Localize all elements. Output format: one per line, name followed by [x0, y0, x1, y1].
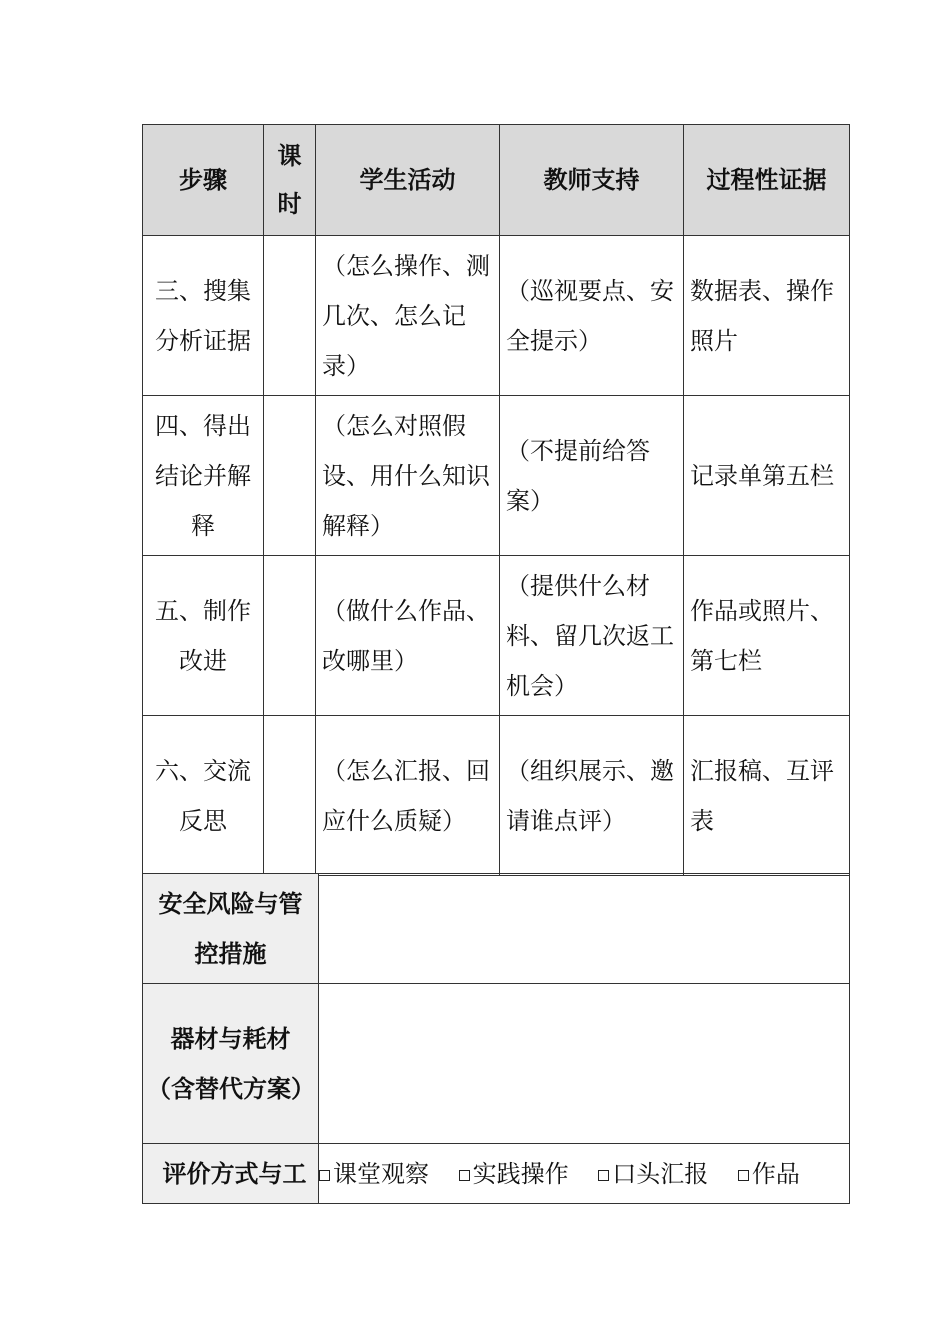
hours-cell[interactable] [264, 716, 316, 876]
table-header-row [143, 125, 850, 236]
safety-label: 安全风险与管控措施 [143, 874, 319, 984]
evaluation-row [143, 1144, 850, 1204]
plan-details-table [142, 873, 850, 1204]
evaluation-option-oral-report[interactable]: 口头汇报 [598, 1149, 708, 1199]
table-row [143, 716, 850, 876]
evaluation-options [319, 1144, 850, 1204]
hours-cell[interactable] [264, 236, 316, 396]
table-row [143, 236, 850, 396]
checkbox-icon[interactable] [319, 1170, 330, 1181]
header-hours: 课时 [264, 125, 316, 236]
student-activity-cell: （怎么对照假设、用什么知识解释） [316, 396, 500, 556]
evidence-cell: 数据表、操作照片 [684, 236, 850, 396]
safety-field[interactable] [319, 874, 850, 984]
step-cell: 五、制作改进 [143, 556, 264, 716]
safety-row [143, 874, 850, 984]
step-cell: 三、搜集分析证据 [143, 236, 264, 396]
evaluation-option-practical-operation[interactable]: 实践操作 [459, 1149, 569, 1199]
student-activity-cell: （怎么汇报、回应什么质疑） [316, 716, 500, 876]
hours-cell[interactable] [264, 556, 316, 716]
evaluation-label: 评价方式与工 [143, 1144, 319, 1204]
evaluation-option-classroom-observation[interactable]: 课堂观察 [319, 1149, 429, 1199]
checkbox-icon[interactable] [598, 1170, 609, 1181]
header-process-evidence: 过程性证据 [684, 125, 850, 236]
student-activity-cell: （怎么操作、测几次、怎么记录） [316, 236, 500, 396]
checkbox-icon[interactable] [738, 1170, 749, 1181]
activity-plan-table [142, 124, 850, 876]
teacher-support-cell: （组织展示、邀请谁点评） [500, 716, 684, 876]
header-teacher-support: 教师支持 [500, 125, 684, 236]
evidence-cell: 汇报稿、互评表 [684, 716, 850, 876]
teacher-support-cell: （巡视要点、安全提示） [500, 236, 684, 396]
materials-label: 器材与耗材（含替代方案） [143, 984, 319, 1144]
step-cell: 六、交流反思 [143, 716, 264, 876]
student-activity-cell: （做什么作品、改哪里） [316, 556, 500, 716]
materials-row [143, 984, 850, 1144]
checkbox-icon[interactable] [459, 1170, 470, 1181]
teacher-support-cell: （提供什么材料、留几次返工机会） [500, 556, 684, 716]
header-step: 步骤 [143, 125, 264, 236]
table-row [143, 396, 850, 556]
evidence-cell: 作品或照片、第七栏 [684, 556, 850, 716]
step-cell: 四、得出结论并解释 [143, 396, 264, 556]
materials-field[interactable] [319, 984, 850, 1144]
table-row [143, 556, 850, 716]
hours-cell[interactable] [264, 396, 316, 556]
teacher-support-cell: （不提前给答案） [500, 396, 684, 556]
evaluation-option-work[interactable]: 作品 [738, 1149, 800, 1199]
header-student-activity: 学生活动 [316, 125, 500, 236]
evidence-cell: 记录单第五栏 [684, 396, 850, 556]
